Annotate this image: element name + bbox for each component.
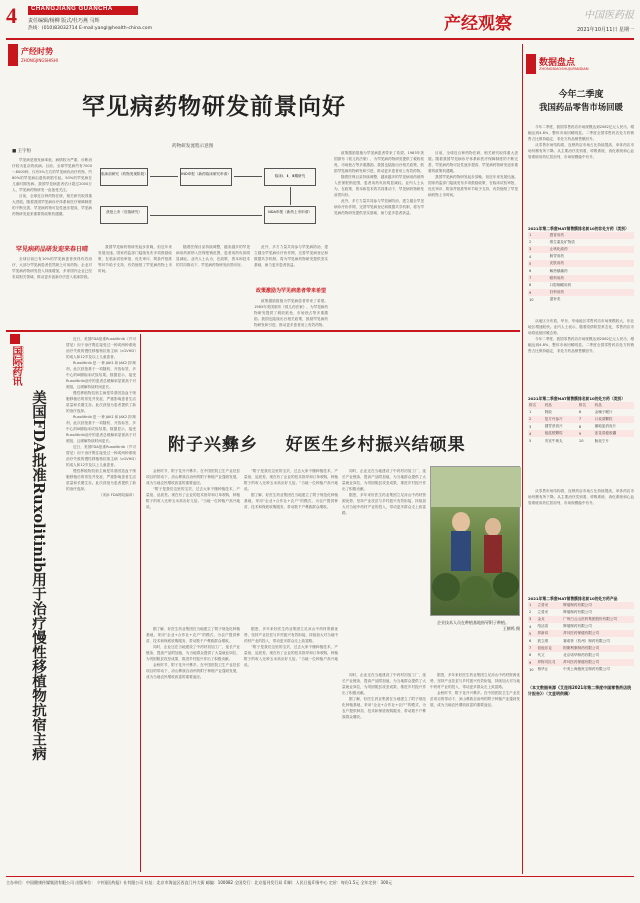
paragraph: 从地区分布看，华东、华南地区零售药店市场规模较大，东北地区增速较快。业内人士表示，随着疫情防控常态化，零售药店市场将延续回暖态势。 [528,319,634,335]
table-row [528,275,634,282]
tag-international [6,334,26,474]
table-cell: 3 [529,424,532,429]
main-column-5 [254,298,328,327]
table-cell: 赛诺菲（杭州）制药有限公司 [563,638,610,643]
table-cell: 眼科用药 [549,275,634,282]
diagram-box-label: NDA申报（新药上市申请） [268,210,312,214]
table-cell: 药品 [594,402,634,409]
tag-marker [10,334,20,344]
table-row [528,409,634,416]
paragraph: 据了解，好医生药业集团在当地建立了附子规范化种植基地，采用“企业+合作社+农户”的模式，为农户提供种苗、技术和保底收购服务，带动数千户彝族群众增收。 [146,627,240,643]
main-column-6 [334,150,424,320]
paragraph: 目前，全球近百种药物在研，相关研究取得重大进展。随着我国罕见病诊疗体系和医疗保障制度的不断完善，罕见病药物可及性逐步提高，罕见病药物研发迎来重要的政策机遇期。 [428,151,518,173]
table-cell: 辉瑞制药有限公司 [562,602,634,609]
paragraph: 从零售市场结构看，连锁药店市场占比持续提高，单体药店市场份额有所下降。从主要治疗类别看，呼吸系统、消化系统和心血管系统用药位居前列，市场规模稳中有升。 [528,143,634,159]
tag-industry-news [8,44,88,70]
table-cell: 阿斯利康制药有限公司 [562,645,634,652]
table-cell: 8 [529,283,532,288]
table-title: 2021年第二季度MAT销售额排名前10的处方药产品 [528,596,618,601]
paragraph: 据了解，好医生药业集团在当地建立了附子规范化种植基地，采用“企业+合作社+农户”的模式，为农户提供种苗、技术和保底收购服务，带动数千户彝族群众增收。 [342,697,426,719]
table-row [528,609,634,616]
table-cell: 口炎清颗粒 [594,416,634,423]
table-body [528,402,634,445]
table-cell: 代文 [537,652,545,657]
hotline-line: 热线：(010)83032714 E-mail:yangl@health-china.com [28,26,153,31]
paragraph: “附子是我们这里的宝贝，过去大家不懂种植技术，产量低、品质差。现在有了企业的技术指导和订单收购，种植附子的收入比种玉米高出好几倍。”当地一位种植户高兴地说。 [146,487,240,509]
diagram-box-label: 获批上市（后续研究） [106,210,142,214]
table-row [528,623,634,630]
diagram-box-clinical [264,168,316,186]
table-cell: 4 [529,624,532,629]
section-title: 产经观察 [444,14,512,34]
table-cell: 6 [578,410,582,415]
table-row [528,282,634,289]
paragraph: 此外，多方力量共同参与罕见病防治，建立健全罕见病诊疗协作网，完善罕见病登记和数据共享机制，将为罕见病药物研发提供坚实基础，助力更多患者获益。 [254,245,328,267]
table-cell: 络活喜 [537,624,549,629]
paragraph: 同时，企业还在当地建设了中药材初加工厂，延长产业链条，提高产品附加值，为当地群众提供了大量就业岗位，为巩固脱贫攻坚成果、推进乡村振兴作出了积极贡献。 [342,673,426,695]
header-divider [6,38,634,40]
table-cell: 辉瑞制药有限公司 [563,624,592,629]
table-cell: 皮肤用药 [549,260,634,267]
table-cell: 1 [528,602,536,609]
tag-title: 国际药讯 [10,346,21,386]
table-cell: 2 [529,240,532,245]
main-column-4 [254,244,328,284]
main-column-3 [176,244,250,318]
paragraph: 近日，美国FDA批准Ruxolitinib（芦可替尼）用于治疗既往接受过一种或两种系统治疗失败的慢性移植物抗宿主病（cGVHD）的成人和12岁及以上儿童患者。 [66,445,136,467]
table-row [528,296,634,303]
table-cell: 1 [528,232,549,239]
diagram-title: 药物研发流程示意图 [172,144,214,149]
paragraph: 据悉，多年来好医生药业集团立足凉山中药材资源优势，坚持产业扶贫与乡村振兴有效衔接，持续加大对当地中药材产业的投入，带动更多群众走上致富路。 [342,493,426,515]
paragraph: 我国罕见病药物研发起步虽晚，但近年来发展迅速。国家药监部门陆续发布多项鼓励政策，在临床试验审批、优先审评、附条件批准等环节给予支持，有效缩短了罕见病药物上市时间。 [98,245,172,273]
table-cell: 2 [529,610,532,615]
table-cell: 复方丹参片 [544,416,578,423]
fda-vertical-headline: 美国FDA批准Ruxolitinib用于治疗慢性移植物抗宿主病 [30,390,47,761]
table-title: 2021年第二季度MAT销售额排名前10的非处方药（类别） [528,226,629,231]
paragraph: “附子是我们这里的宝贝，过去大家不懂种植技术，产量低、品质差。现在有了企业的技术指导和订单收购，种植附子的收入比种玉米高出好几倍。”当地一位种植户高兴地说。 [244,645,338,667]
table-cell: 解热镇痛药 [549,268,568,273]
diagram-box-label: IND申报（新药临床研究申请） [181,172,231,176]
farm-photo-art [431,467,521,617]
tag-title: 产经时势 [21,47,53,56]
bottom-column-3 [342,468,426,618]
photo-credit: 王鹤鸣 摄 [502,626,520,631]
paragraph: 金秋时节，附子花开兴彝乡。在中国医院卫生产业扶贫项目的带动下，凉山彝族自治州的附子种植产业蓬勃发展，成为当地农民增收致富的重要途径。 [146,663,240,679]
paragraph: 据了解，好医生药业集团在当地建立了附子规范化种植基地，采用“企业+合作社+农户”的模式，为农户提供种苗、技术和保底收购服务，带动数千户彝族群众增收。 [244,493,338,509]
right-text-3 [528,488,634,548]
bottom-column-5 [244,626,338,866]
table-cell: 止咳化痰药 [549,246,634,253]
table-cell: 9 [578,430,594,437]
paper-pinyin-banner: CHANGJIANG GUANCHA [28,6,138,15]
page-number: 4 [6,3,17,28]
table-otc-categories [528,226,634,303]
main-author: ■ 王宇恒 [12,149,32,154]
table-row [528,260,634,267]
paragraph: 此外，多方力量共同参与罕见病防治，建立健全罕见病诊疗协作网，完善罕见病登记和数据共享机制，将为罕见病药物研发提供坚实基础，助力更多患者获益。 [334,199,424,215]
table-cell: 9 [528,659,536,666]
diagram-box-approved [100,206,148,224]
right-headline-2: 我国药品零售市场回暖 [539,102,623,112]
diagram-arrow [150,215,262,216]
table-row [528,267,634,274]
table-cell: 7 [578,416,594,423]
paragraph: 随着医保目录持续调整，越来越多的罕见病用药被纳入医保报销范围，患者用药负担明显减轻。业内人士认为，在政策、资本和技术的共同推动下，罕见病药物研发前景向好。 [176,245,250,267]
table-cell: 维生素及矿物质 [549,239,575,244]
paragraph: 慢性移植物抗宿主病是异基因造血干细胞移植后的常见并发症，严重影响患者生活质量和长期生存。此次获批为患者提供了新的治疗选择。 [66,469,136,491]
right-headline-1: 今年二季度 [558,90,604,100]
table-cell: 倍他乐克 [536,645,562,652]
table-cell: 3 [528,246,549,253]
table-cell: 拜阿司匹灵 [536,659,562,666]
table-cell: 6 [529,269,532,274]
paragraph: Ruxolitinib是一种JAK1和JAK2抑制剂，此次获批基于一项随机、开放标签、多中心的Ⅲ期临床试验结果。数据显示，接受Ruxolitinib治疗的患者总缓解率显著高于对照组，且缓解持续时间更长。 [66,361,136,389]
table-row [528,630,634,637]
table-cell: 立普妥 [536,602,562,609]
table-cell: 5 [528,630,536,637]
table-rx-products [528,596,634,673]
table-row [528,246,634,253]
paragraph: 从零售市场结构看，连锁药店市场占比持续提高，单体药店市场份额有所下降。从主要治疗类别看，呼吸系统、消化系统和心血管系统用药位居前列，市场规模稳中有升。 [528,489,634,505]
bottom-column-1 [146,468,240,618]
table-cell: 辉瑞制药有限公司 [563,609,592,614]
table-row [528,239,634,246]
paragraph: 金秋时节，附子花开兴彝乡。在中国医院卫生产业扶贫项目的带动下，凉山彝族自治州的附子种植产业蓬勃发展，成为当地农民增收致富的重要途径。 [146,469,240,485]
table-cell: 金戈 [536,616,562,623]
table-cell: 中美上海施贵宝制药有限公司 [563,667,610,672]
main-column-7 [428,150,518,320]
table-cell: 肠炎宁片 [594,438,609,443]
farm-photo [430,466,520,616]
table-row [528,430,634,437]
paragraph: 政策激励措施为罕见病患者带来了希望。1983年美国颁布《孤儿药法案》，为罕见病药物研发提供了税收抵免、市场独占等多重激励。我国也陆续出台相关政策，鼓励罕见病药物研发和引进，推动更多患者用上有效药物。 [334,151,424,173]
tag-marker [8,44,18,66]
diagram-arrow [234,176,262,177]
table-row [528,423,634,430]
bottom-column-7 [430,672,520,866]
paragraph: 金秋时节，附子花开兴彝乡。在中国医院卫生产业扶贫项目的带动下，凉山彝族自治州的附子种植产业蓬勃发展，成为当地农民增收致富的重要途径。 [430,691,520,707]
paragraph: 我国罕见病药物研发起步虽晚，但近年来发展迅速。国家药监部门陆续发布多项鼓励政策，在临床试验审批、优先审评、附条件批准等环节给予支持，有效缩短了罕见病药物上市时间。 [428,175,518,197]
subheading-rare-disease: 罕见病药品研发迎来春日晴 [15,246,88,253]
paragraph: 目前，全球近百种药物在研，相关研究取得重大进展。随着我国罕见病诊疗体系和医疗保障制度的不断完善，罕见病药物可及性逐步提高，罕见病药物研发迎来重要的政策机遇期。 [12,194,92,216]
table-row [528,616,634,623]
footer-divider [6,876,634,877]
table-cell: 妇科用药 [549,289,634,296]
table-cell: 10 [529,297,534,302]
main-column-1b [12,256,92,318]
main-column-2 [98,244,172,318]
bottom-column-6 [342,672,426,866]
table-cell: 安宫牛黄丸 [544,438,563,443]
masthead-logo [548,6,634,22]
photo-caption: 企业技术人员在种植基地指导附子种植。 [437,620,509,625]
table-cell: 3 [528,616,536,623]
diagram-box-nda [264,206,316,224]
tag-subtitle: ZHONGBIAOSHUJUPANDIAN [539,67,589,71]
paragraph: 今年二季度，我国零售药店市场规模达到2062亿元人民币，增幅达到4.8%，整体市场回暖明显。二季度全国零售药店处方药销售占比保持稳定，非处方药品销售额回升。 [528,125,634,141]
table-cell: 广州白云山医药集团股份有限公司 [562,616,634,623]
paragraph: 同时，企业还在当地建设了中药材初加工厂，延长产业链条，提高产品附加值，为当地群众提供了大量就业岗位，为巩固脱贫攻坚成果、推进乡村振兴作出了积极贡献。 [342,469,426,491]
table-cell: 10 [529,667,534,672]
table-row [528,645,634,652]
table-cell: 立普妥 [537,609,549,614]
issue-date: 2021年10月11日 星期一 [576,27,634,33]
table-cell: 9 [528,289,549,296]
paragraph: 据悉，多年来好医生药业集团立足凉山中药材资源优势，坚持产业扶贫与乡村振兴有效衔接，持续加大对当地中药材产业的投入，带动更多群众走上致富路。 [244,627,338,643]
diagram-arrow [150,176,178,177]
tag-data-review [526,54,636,78]
table-cell: 排名 [578,402,594,409]
table-row [528,666,634,673]
subheading-policy: 政策激励为罕见病患者带来希望 [255,288,326,294]
paragraph: 同时，企业还在当地建设了中药材初加工厂，延长产业链条，提高产品附加值，为当地群众提供了大量就业岗位，为巩固脱贫攻坚成果、推进乡村振兴作出了积极贡献。 [146,645,240,661]
tag-subtitle: ZHONGJINGSHISHI [21,58,58,63]
paragraph: 据悉，多年来好医生药业集团立足凉山中药材资源优势，坚持产业扶贫与乡村振兴有效衔接，持续加大对当地中药材产业的投入，带动更多群众走上致富路。 [430,673,520,689]
section-divider-middle [6,330,520,332]
diagram-box-label: 临床前研究（药物发现阶段） [101,172,148,176]
table-cell: 5 [528,260,549,267]
table-cell: 北京诺华制药有限公司 [563,652,600,657]
diagram-box-ind [180,168,232,186]
table-body [528,602,634,674]
table-cell: 阿胶 [544,409,552,414]
diagram-box-preclinical [100,168,148,186]
table-cell: 8 [578,424,582,429]
table-rx-categories [528,396,634,445]
footer-imprint: 主办单位：中国健康传媒集团有限公司 出版单位：《中国医药报》社有限公司 社址：北京市海淀区西直门外大街 邮编：100082 全国发行：北京报刊发行局 印刷：人民日报印务中心 定价：每份1.5元 全年定价：300元 [6,880,393,885]
table-row [528,416,634,423]
main-headline: 罕见病药物研发前景向好 [82,93,346,120]
table-title: 2021年第二季度MAT销售额排名前10的处方药（类别） [528,396,626,401]
diagram-box-label: 临床Ⅰ、Ⅱ、Ⅲ期研究 [274,174,306,178]
tag-marker [526,54,536,74]
column-divider-right [522,44,523,874]
paragraph: 全球目前已有10%的罕见病患者获得有效治疗，大部分罕见病患者依然缺乏可用药物。企业对罕见病药物研发投入持续增加，多家国内企业已经布局相关领域，推动更多创新疗法进入临床阶段。 [12,257,92,279]
table-body [528,232,634,304]
table-cell: 拜耳医药保健有限公司 [562,659,634,666]
bottom-column-4 [146,626,240,866]
table-row [528,602,634,609]
paragraph: “附子是我们这里的宝贝，过去大家不懂种植技术，产量低、品质差。现在有了企业的技术指导和订单收购，种植附子的收入比种玉米高出好几倍。”当地一位种植户高兴地说。 [244,469,338,491]
table-cell: 波立维 [537,638,549,643]
table-cell: 4 [528,430,544,437]
table-row [528,437,634,444]
table-cell: 滋补类 [549,297,561,302]
table-row [528,637,634,644]
table-row [528,289,634,296]
table-cell: 金嗓子喉片 [594,409,613,414]
table-cell: 排名 [528,402,544,409]
diagram-arrow [290,187,291,205]
table-cell: 4 [529,254,532,259]
paragraph: 政策激励措施为罕见病患者带来了希望。1983年美国颁布《孤儿药法案》，为罕见病药物研发提供了税收抵免、市场独占等多重激励。我国也陆续出台相关政策，鼓励罕见病药物研发和引进，推动更多患者用上有效药物。 [254,299,328,327]
table-cell: 药品 [544,402,578,409]
table-cell: 感冒用药 [549,232,634,239]
table-cell: 拜耳医药保健有限公司 [562,630,634,637]
table-cell: 7 [528,275,549,282]
table-cell: 肠胃用药 [549,254,565,259]
photo-caption-box [430,620,520,664]
bottom-headline: 附子兴彝乡 好医生乡村振兴结硕果 [168,435,466,455]
table-cell: 10 [578,439,584,444]
table-cell: 格华止 [537,667,549,672]
table-cell: 拜新同 [536,630,562,637]
table-row [528,652,634,659]
table-cell: 7 [528,645,536,652]
table-cell: 8 [529,653,532,658]
table-cell: 2 [528,416,544,423]
table-cell: 健胃消食片 [544,424,563,429]
table-cell: 连花清瘟胶囊 [594,430,634,437]
table-cell: 口腔咽喉用药 [549,282,572,287]
flow-diagram [92,143,326,233]
data-source-note: （本文数据来源《艾昆纬2021年第二季度中国零售药店统计报告》）（文显明供稿） [528,685,632,696]
paragraph: 罕见病是指发病率低、病情较为严重、诊断治疗较为复杂的疾病。目前，全球罕见病约有7000～8000种，仅有5%左右的罕见病有治疗药物，约80%的罕见病由遗传缺陷引起，50%的罕见病在儿童时期发病。我国罕见病患者估计超过2000万人，罕见病药物研发一直备受关注。 [12,158,92,192]
paragraph: 近日，美国FDA批准Ruxolitinib（芦可替尼）用于治疗既往接受过一种或两种系统治疗失败的慢性移植物抗宿主病（cGVHD）的成人和12岁及以上儿童患者。 [66,337,136,359]
table-cell: 蒲地蓝消炎片 [594,424,617,429]
right-text-1 [528,124,634,224]
table-row [528,232,634,239]
paragraph: 今年二季度，我国零售药店市场规模达到2062亿元人民币，增幅达到4.8%，整体市场回暖明显。二季度全国零售药店处方药销售占比保持稳定，非处方药品销售额回升。 [528,337,634,353]
paragraph: Ruxolitinib是一种JAK1和JAK2抑制剂，此次获批基于一项随机、开放标签、多中心的Ⅲ期临床试验结果。数据显示，接受Ruxolitinib治疗的患者总缓解率显著高于对照组，且缓解持续时间更长。 [66,415,136,443]
paragraph: 随着医保目录持续调整，越来越多的罕见病用药被纳入医保报销范围，患者用药负担明显减轻。业内人士认为，在政策、资本和技术的共同推动下，罕见病药物研发前景向好。 [334,175,424,197]
table-row [528,659,634,666]
page-header [0,0,640,46]
table-cell: 1 [529,410,532,415]
table-cell: 板蓝根颗粒 [544,430,578,437]
tag-subtitle: GUOJIYAOXUN [20,346,24,370]
paragraph: 慢性移植物抗宿主病是异基因造血干细胞移植后的常见并发症，严重影响患者生活质量和长期生存。此次获批为患者提供了新的治疗选择。 [66,391,136,413]
right-text-2 [528,318,634,394]
table-row [528,253,634,260]
bottom-column-2 [244,468,338,618]
table-cell: 6 [529,639,532,644]
masthead-text: 中国医药报 [584,10,634,21]
byline: （宋添 FDA网站编译） [98,493,136,497]
table-header-row [528,402,634,409]
fda-article-column [66,336,136,856]
tag-title: 数据盘点 [539,58,576,68]
table-cell: 5 [529,439,532,444]
editor-line: 责任编辑/杨柳 版式/杜巧燕 马辉 [28,18,100,24]
column-divider-bottom [140,334,141,872]
